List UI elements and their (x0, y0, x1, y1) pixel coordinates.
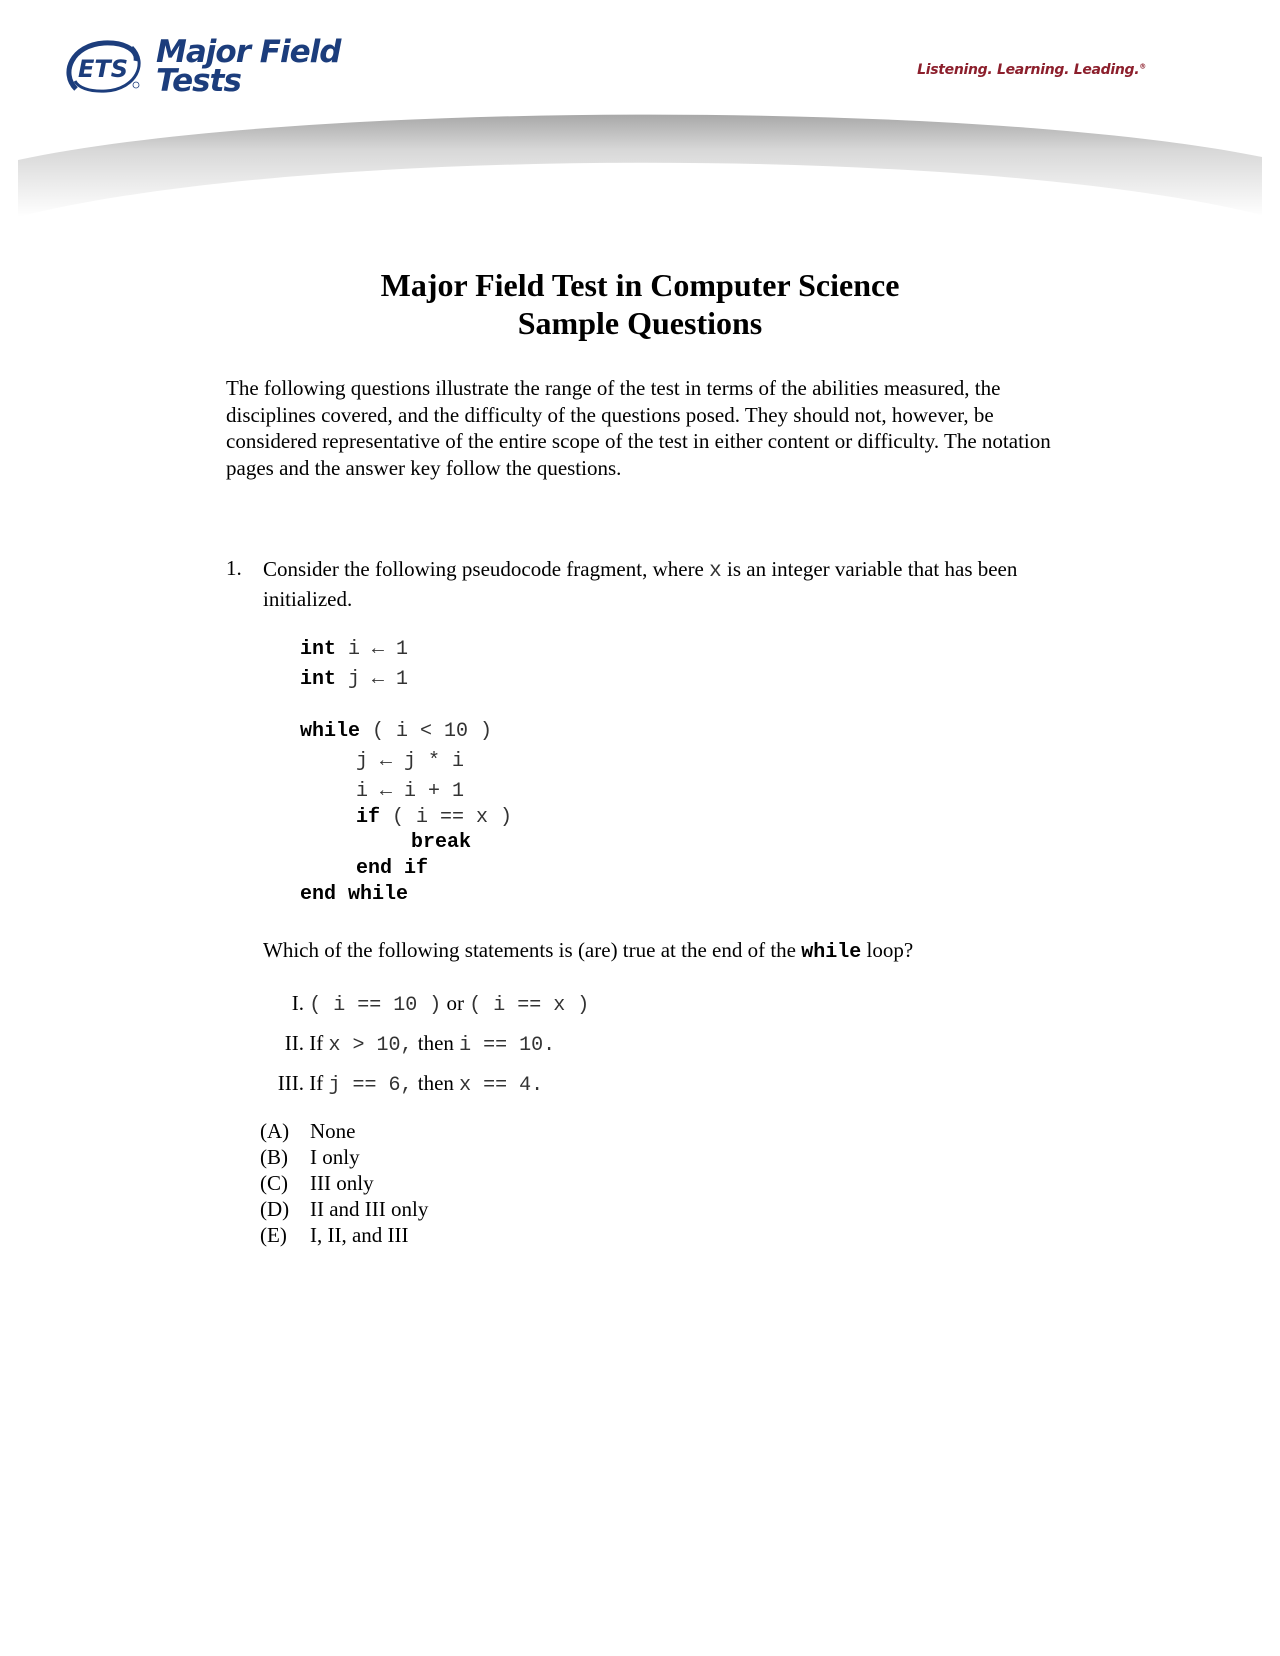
choice-letter: (A) (260, 1119, 290, 1143)
page-title (0, 266, 1280, 342)
code-line-7 (411, 831, 471, 855)
title-line-1: Major Field Test in Computer Science (380, 267, 900, 303)
code-rest: j ← 1 (336, 668, 409, 691)
code-rest: i ← i + 1 (356, 780, 465, 803)
choice-e[interactable] (260, 1222, 428, 1248)
choice-text: I, II, and III (310, 1223, 409, 1247)
statement-number: I. (291, 991, 304, 1015)
prompt-after: loop? (861, 938, 914, 962)
question-text (263, 556, 1083, 612)
statement-part: If (309, 1071, 329, 1095)
code-line-6 (356, 806, 512, 830)
question-number: 1. (226, 556, 242, 580)
statement-part: x > 10, (328, 1034, 413, 1057)
choice-letter: (B) (260, 1145, 288, 1169)
page-header (0, 0, 1280, 230)
code-rest: ( i < 10 ) (360, 720, 493, 743)
ets-logo-text: ETS (78, 55, 129, 83)
tagline-text: Listening. Learning. Leading. (917, 62, 1140, 78)
statement-part: i == 10. (459, 1034, 556, 1057)
brand-line-2: Tests (156, 63, 241, 99)
code-keyword: end if (356, 857, 429, 880)
choice-text: I only (310, 1145, 360, 1169)
code-line-4 (356, 750, 464, 774)
ets-major-field-tests-logo (66, 34, 341, 99)
statement-part: or (441, 991, 470, 1015)
answer-choices (260, 1118, 428, 1248)
statement-3 (264, 1070, 543, 1099)
code-keyword: int (300, 638, 337, 661)
code-line-1 (300, 638, 408, 662)
statement-part: then (412, 1071, 460, 1095)
question-variable: x (709, 560, 722, 583)
choice-letter: (D) (260, 1197, 290, 1221)
code-line-8 (356, 857, 428, 881)
choice-text: II and III only (310, 1197, 429, 1221)
code-line-3 (300, 720, 492, 744)
tagline (917, 62, 1146, 78)
statement-part: If (309, 1031, 329, 1055)
statement-2 (264, 1030, 555, 1059)
prompt-before: Which of the following statements is (are) true at the end of the (263, 938, 802, 962)
statement-part: j == 6, (328, 1074, 413, 1097)
choice-text: None (310, 1119, 356, 1143)
choice-b[interactable] (260, 1144, 428, 1170)
code-keyword: while (300, 720, 361, 743)
statement-part: ( i == 10 ) (309, 994, 442, 1017)
code-rest: i ← 1 (336, 638, 409, 661)
choice-text: III only (310, 1171, 374, 1195)
statement-part: x == 4. (459, 1074, 544, 1097)
code-keyword: if (356, 806, 381, 829)
question-prompt (263, 937, 913, 966)
code-keyword: end while (300, 883, 409, 906)
choice-c[interactable] (260, 1170, 428, 1196)
statement-part: ( i == x ) (469, 994, 590, 1017)
header-swoosh (0, 105, 1280, 230)
code-line-5 (356, 780, 464, 804)
ets-logo-icon (66, 39, 142, 95)
code-line-9 (300, 883, 408, 907)
statement-part: then (412, 1031, 460, 1055)
registered-mark: ® (1139, 62, 1146, 71)
statement-number: III. (277, 1071, 304, 1095)
question-text-before: Consider the following pseudocode fragment, where (263, 557, 710, 581)
code-keyword: int (300, 668, 337, 691)
brand-line-1: Major Field (156, 34, 341, 70)
choice-letter: (E) (260, 1223, 287, 1247)
code-rest: ( i == x ) (380, 806, 513, 829)
statement-1 (264, 990, 589, 1019)
brand-name (156, 34, 341, 99)
code-line-2 (300, 668, 408, 692)
code-keyword: break (411, 831, 472, 854)
choice-a[interactable] (260, 1118, 428, 1144)
intro-paragraph: The following questions illustrate the range of the test in terms of the abilities measured, the disciplines covered, and the difficulty of the questions posed. They should not, however, be considered representative of the entire scope of the test in either content or difficulty. The notation pages and the answer key follow the questions. (226, 376, 1051, 480)
choice-d[interactable] (260, 1196, 428, 1222)
statement-number: II. (284, 1031, 304, 1055)
choice-letter: (C) (260, 1171, 288, 1195)
code-rest: j ← j * i (356, 750, 465, 773)
prompt-keyword: while (801, 941, 862, 964)
question-text-after: is an integer variable that has been initialized. (263, 557, 1018, 611)
title-line-2: Sample Questions (517, 305, 763, 341)
